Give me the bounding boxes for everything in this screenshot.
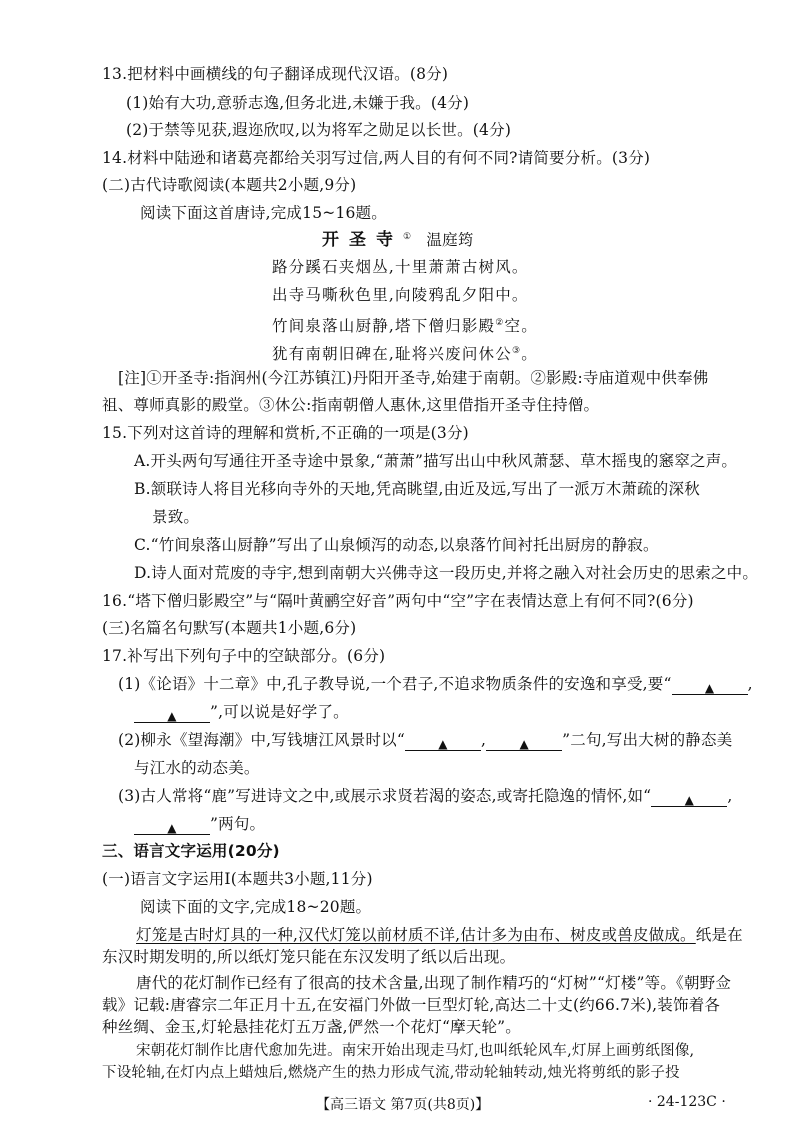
section3-heading: (三)名篇名句默写(本题共1小题,6分) — [102, 619, 357, 637]
q17-blank-1 — [672, 676, 748, 695]
passage-p1-line1 — [136, 924, 743, 946]
passage-p1-line2: 东汉时期发明的,所以纸灯笼只能在东汉发明了纸以后出现。 — [102, 948, 516, 966]
q17-item-3-text-b: , — [727, 787, 733, 805]
poem-line-3 — [272, 312, 538, 337]
passage-p1-underlined: 灯笼是古时灯具的一种,汉代灯笼以前材质不详,估计多为由布、树皮或兽皮做成。 — [136, 926, 696, 944]
q15-stem: 15.下列对这首诗的理解和赏析,不正确的一项是(3分) — [102, 424, 469, 442]
blank-triangle-icon: ▲ — [704, 681, 715, 695]
q17-item-2-text-c: ”二句,写出大树的静态美 — [562, 731, 733, 749]
q15-option-b-line2: 景致。 — [152, 508, 200, 526]
q15-option-d: D.诗人面对荒废的寺宇,想到南朝大兴佛寺这一段历史,并将之融入对社会历史的思索之中。 — [134, 564, 759, 582]
q15-option-c: C.“竹间泉落山厨静”写出了山泉倾泻的动态,以泉落竹间衬托出厨房的静寂。 — [134, 536, 659, 554]
q17-blank-3 — [405, 732, 481, 751]
passage-p1-rest: 纸是在 — [695, 926, 743, 944]
q17-blank-5 — [651, 788, 727, 807]
q17-item-1-text-b: , — [747, 675, 753, 693]
blank-triangle-icon: ▲ — [167, 709, 177, 723]
poem-line-3-end: 空。 — [504, 317, 538, 336]
q17-item-1-line1 — [118, 673, 753, 695]
q15-option-a: A.开头两句写通往开圣寺途中景象,“萧萧”描写出山中秋风萧瑟、草木摇曳的窸窣之声。 — [134, 452, 738, 470]
blank-triangle-icon: ▲ — [684, 793, 695, 807]
passage-p3-line2: 下设轮轴,在灯内点上蜡烛后,燃烧产生的热力形成气流,带动轮轴转动,烛光将剪纸的影子投 — [102, 1065, 680, 1081]
poem-line-4-note-mark: ③ — [511, 346, 522, 356]
footer-code: · 24-123C · — [648, 1094, 726, 1110]
q17-blank-4 — [486, 732, 562, 751]
q17-item-3-line2 — [134, 813, 265, 835]
poem-line-2: 出寺马嘶秋色里,向陵鸦乱夕阳中。 — [272, 286, 529, 304]
q13-sentence-2: (2)于禁等见获,遐迩欣叹,以为将军之勋足以长世。(4分) — [126, 121, 512, 139]
q14-stem: 14.材料中陆逊和诸葛亮都给关羽写过信,两人目的有何不同?请简要分析。(3分) — [102, 149, 651, 167]
blank-triangle-icon: ▲ — [519, 737, 529, 751]
part3-heading: 三、语言文字运用(20分) — [102, 842, 280, 860]
poem-line-4 — [272, 340, 538, 365]
q17-item-1-line2 — [134, 701, 349, 723]
section2-intro: 阅读下面这首唐诗,完成15~16题。 — [140, 204, 387, 222]
q17-item-3-text-c: ”两句。 — [210, 815, 266, 833]
passage-p2-line2: 载》记载:唐睿宗二年正月十五,在安福门外做一巨型灯轮,高达二十丈(约66.7米),装饰着各 — [102, 996, 721, 1014]
poem-line-4-end: 。 — [521, 345, 538, 364]
q16-stem: 16.“塔下僧归影殿空”与“隔叶黄鹂空好音”两句中“空”字在表情达意上有何不同?(6分) — [102, 592, 694, 610]
q13-sentence-1: (1)始有大功,意骄志逸,但务北进,未嫌于我。(4分) — [126, 94, 470, 112]
q17-item-1-text-c: ”,可以说是好学了。 — [210, 703, 349, 721]
blank-triangle-icon: ▲ — [438, 737, 448, 751]
footer-page-info: 【高三语文 第7页(共8页)】 — [316, 1097, 490, 1113]
passage-p2-line1: 唐代的花灯制作已经有了很高的技术含量,出现了制作精巧的“灯树”“灯楼”等。《朝野佥 — [136, 974, 732, 992]
poem-title: 开圣寺 — [322, 230, 403, 251]
q17-item-2-text-a: (2)柳永《望海潮》中,写钱塘江风景时以“ — [118, 731, 406, 749]
q15-option-b-line1: B.颔联诗人将目光移向寺外的天地,凭高眺望,由近及远,写出了一派万木萧疏的深秋 — [134, 480, 700, 498]
q17-item-2-line1 — [118, 729, 732, 751]
poem-title-row — [322, 226, 474, 251]
q17-blank-2 — [134, 704, 210, 723]
q13-stem: 13.把材料中画横线的句子翻译成现代汉语。(8分) — [102, 65, 449, 83]
poem-note-line-2: 祖、尊师真影的殿堂。③休公:指南朝僧人惠休,这里借指开圣寺住持僧。 — [102, 396, 600, 414]
poem-title-note-mark: ① — [403, 232, 412, 242]
q17-item-2-text-b: , — [481, 731, 487, 749]
q17-blank-6 — [134, 816, 210, 835]
q17-item-2-line2: 与江水的动态美。 — [134, 759, 260, 777]
poem-line-1: 路分蹊石夹烟丛,十里萧萧古树风。 — [272, 258, 529, 276]
passage-p3-line1: 宋朝花灯制作比唐代愈加先进。南宋开始出现走马灯,也叫纸轮风车,灯屏上画剪纸图像, — [136, 1043, 695, 1059]
poem-line-4-text: 犹有南朝旧碑在,耻将兴废问休公 — [272, 345, 512, 364]
passage-p2-line3: 种丝绸、金玉,灯轮悬挂花灯五万盏,俨然一个花灯“摩天轮”。 — [102, 1018, 522, 1036]
section2-heading: (二)古代诗歌阅读(本题共2小题,9分) — [102, 176, 357, 194]
q17-item-3-line1 — [118, 785, 732, 807]
poem-author: 温庭筠 — [426, 231, 474, 250]
poem-line-3-text: 竹间泉落山厨静,塔下僧归影殿 — [272, 317, 496, 336]
q17-item-3-text-a: (3)古人常将“鹿”写进诗文之中,或展示求贤若渴的姿态,或寄托隐逸的情怀,如“ — [118, 787, 652, 805]
poem-line-3-note-mark: ② — [495, 318, 505, 328]
q17-stem: 17.补写出下列句子中的空缺部分。(6分) — [102, 647, 386, 665]
q17-item-1-text-a: (1)《论语》十二章》中,孔子教导说,一个君子,不追求物质条件的安逸和享受,要“ — [118, 675, 672, 693]
part3-intro: 阅读下面的文字,完成18~20题。 — [140, 898, 372, 916]
blank-triangle-icon: ▲ — [167, 821, 177, 835]
poem-note-line-1: [注]①开圣寺:指润州(今江苏镇江)丹阳开圣寺,始建于南朝。②影殿:寺庙道观中供奉佛 — [118, 369, 709, 387]
part3-sub-heading: (一)语言文字运用Ⅰ(本题共3小题,11分) — [102, 870, 373, 888]
